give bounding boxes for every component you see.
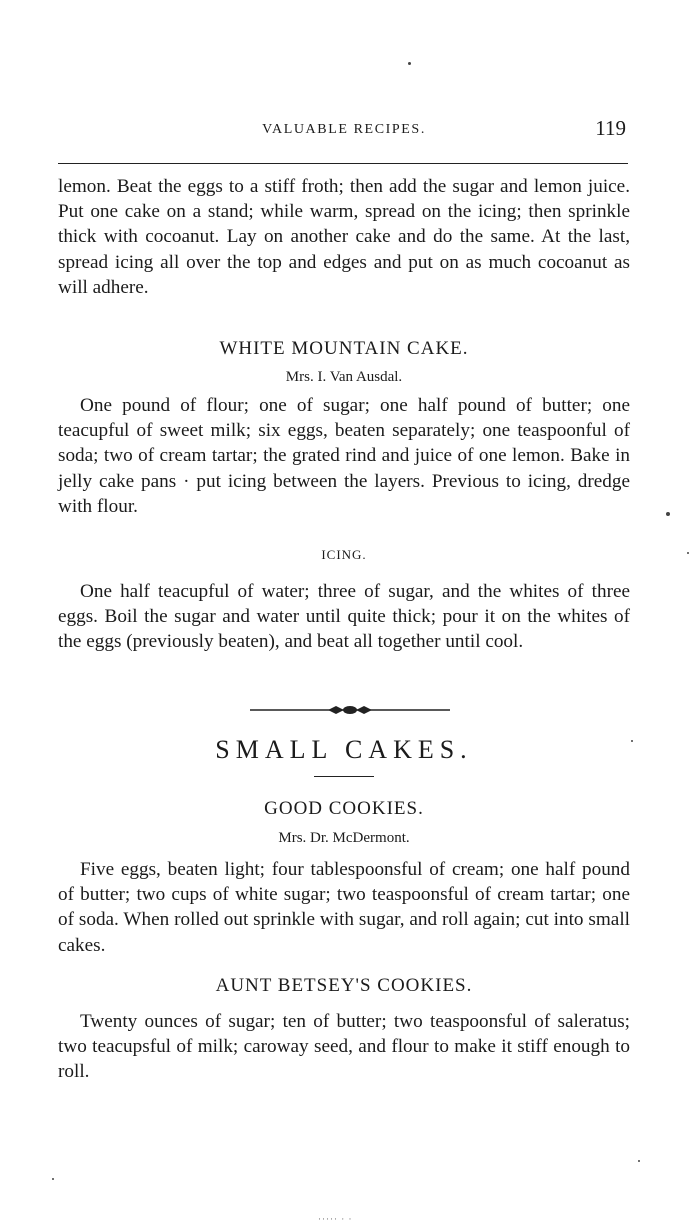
print-smudge: ····· · · bbox=[318, 1214, 353, 1224]
continuation-paragraph: lemon. Beat the eggs to a stiff froth; then add the sugar and lemon juice. Put one cake on a stand; while warm, spread on the icing; then sprinkle thick with cocoanut. Lay on another cake and do the same. At the last, spread icing all over the top and edges and put on as much cocoanut as will adhere. bbox=[58, 176, 630, 298]
recipe-title-white-mountain-cake: WHITE MOUNTAIN CAKE. bbox=[219, 338, 469, 359]
section-title-small-cakes: SMALL CAKES. bbox=[215, 735, 473, 764]
ornamental-divider bbox=[250, 703, 450, 717]
print-speck bbox=[631, 740, 633, 742]
recipe-author-mcdermont: Mrs. Dr. McDermont. bbox=[278, 830, 410, 846]
icing-subheading: ICING. bbox=[321, 547, 367, 562]
print-speck bbox=[408, 62, 411, 65]
page-number: 119 bbox=[595, 116, 626, 140]
recipe-body-aunt-betseys-cookies: Twenty ounces of sugar; ten of butter; two teaspoonsful of saleratus; two teacupsful of milk; caroway seed, and flour to make it stiff enough to roll. bbox=[58, 1011, 630, 1083]
page-header bbox=[60, 116, 628, 150]
print-speck bbox=[638, 1160, 640, 1162]
recipe-body-good-cookies: Five eggs, beaten light; four tablespoonsful of cream; one half pound of butter; two cups of white sugar; two teaspoonsful of cream tartar; one of soda. When rolled out sprinkle with sugar, and roll again; cut into small cakes. bbox=[58, 859, 630, 956]
print-speck bbox=[52, 1178, 54, 1180]
recipe-author-van-ausdal: Mrs. I. Van Ausdal. bbox=[285, 369, 403, 385]
section-rule bbox=[314, 776, 374, 777]
header-rule bbox=[58, 163, 628, 164]
recipe-title-aunt-betseys-cookies: AUNT BETSEY'S COOKIES. bbox=[215, 975, 473, 996]
running-head: VALUABLE RECIPES. bbox=[262, 122, 426, 137]
recipe-body-white-mountain-cake: One pound of flour; one of sugar; one half pound of butter; one teacupful of sweet milk; six eggs, beaten separately; one teaspoonful of soda; two of cream tartar; the grated rind and juice of one lemon. Bake in jelly cake pans · put icing between the layers. Previous to icing, dredge with flour. bbox=[58, 395, 630, 517]
recipe-title-good-cookies: GOOD COOKIES. bbox=[264, 798, 424, 819]
print-speck bbox=[687, 552, 689, 554]
icing-paragraph: One half teacupful of water; three of sugar, and the whites of three eggs. Boil the sugar and water until quite thick; pour it on the whites of the eggs (previously beaten), and beat all together until cool. bbox=[58, 581, 630, 653]
print-speck bbox=[666, 512, 670, 516]
